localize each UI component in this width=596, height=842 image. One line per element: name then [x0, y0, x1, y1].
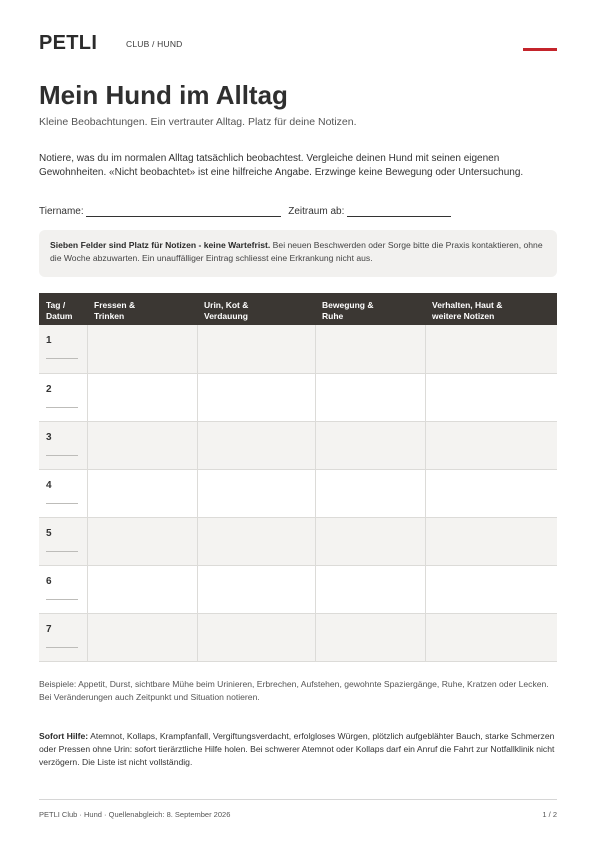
day-cell[interactable] — [39, 469, 87, 517]
header-behavior: Verhalten, Haut & weitere Notizen — [425, 293, 557, 325]
note-cell-behavior[interactable] — [425, 613, 557, 661]
header-day: Tag / Datum — [39, 293, 87, 325]
note-cell-food[interactable] — [87, 517, 197, 565]
note-cell-behavior[interactable] — [425, 373, 557, 421]
date-line — [46, 503, 78, 504]
footer-source: PETLI Club · Hund · Quellenabgleich: 8. September 2026 — [39, 810, 231, 819]
date-line — [46, 358, 78, 359]
day-number: 7 — [46, 623, 52, 635]
note-cell-movement[interactable] — [315, 373, 425, 421]
table-row — [39, 469, 557, 517]
table-header-row — [39, 293, 557, 325]
day-number: 3 — [46, 431, 52, 443]
note-cell-digestion[interactable] — [197, 565, 315, 613]
date-line — [46, 455, 78, 456]
note-cell-food[interactable] — [87, 565, 197, 613]
note-cell-behavior[interactable] — [425, 421, 557, 469]
pet-name-label: Tiername: — [39, 206, 84, 217]
note-cell-behavior[interactable] — [425, 325, 557, 373]
pet-name-field[interactable] — [86, 207, 281, 217]
brand-logo: PETLI — [39, 32, 98, 54]
note-cell-digestion[interactable] — [197, 469, 315, 517]
note-cell-food[interactable] — [87, 421, 197, 469]
header-food: Fressen & Trinken — [87, 293, 197, 325]
date-line — [46, 647, 78, 648]
note-cell-food[interactable] — [87, 613, 197, 661]
date-line — [46, 551, 78, 552]
urgent-help — [39, 730, 557, 769]
note-cell-behavior[interactable] — [425, 517, 557, 565]
header-movement: Bewegung & Ruhe — [315, 293, 425, 325]
urgent-bold: Sofort Hilfe: — [39, 731, 89, 741]
date-line — [46, 407, 78, 408]
examples-text: Beispiele: Appetit, Durst, sichtbare Mühe beim Urinieren, Erbrechen, Aufstehen, gewohnte Spaziergänge, Ruhe, Kratzen oder Lecken. Bei Veränderungen auch Zeitpunkt und Situation notieren. — [39, 679, 549, 702]
note-cell-movement[interactable] — [315, 421, 425, 469]
table-row — [39, 565, 557, 613]
period-label: Zeitraum ab: — [288, 206, 345, 217]
day-number: 2 — [46, 383, 52, 395]
day-number: 1 — [46, 335, 52, 346]
notice-bold: Sieben Felder sind Platz für Notizen - keine Wartefrist. — [50, 240, 271, 250]
observation-table — [39, 293, 557, 662]
day-number: 6 — [46, 575, 52, 587]
note-cell-movement[interactable] — [315, 565, 425, 613]
note-cell-digestion[interactable] — [197, 325, 315, 373]
note-cell-behavior[interactable] — [425, 469, 557, 517]
day-cell[interactable] — [39, 421, 87, 469]
intro-text: Notiere, was du im normalen Alltag tatsächlich beobachtest. Vergleiche deinen Hund mit seinen eigenen Gewohnheiten. «Nicht beobachtet» ist eine hilfreiche Angabe. Erzwinge keine Bewegung oder Untersuchung. — [39, 153, 524, 178]
day-cell[interactable] — [39, 565, 87, 613]
day-cell[interactable] — [39, 613, 87, 661]
note-cell-movement[interactable] — [315, 325, 425, 373]
day-number: 4 — [46, 479, 52, 491]
day-number: 5 — [46, 527, 52, 539]
note-cell-digestion[interactable] — [197, 613, 315, 661]
form-fields — [39, 206, 451, 217]
footer-divider — [39, 799, 557, 800]
day-cell[interactable] — [39, 325, 87, 373]
page-title: Mein Hund im Alltag — [39, 80, 288, 110]
note-cell-food[interactable] — [87, 325, 197, 373]
note-cell-movement[interactable] — [315, 469, 425, 517]
table-row — [39, 373, 557, 421]
note-cell-movement[interactable] — [315, 613, 425, 661]
page-subtitle: Kleine Beobachtungen. Ein vertrauter Alltag. Platz für deine Notizen. — [39, 116, 357, 128]
period-field[interactable] — [347, 207, 451, 217]
notice-text: Bei neuen Beschwerden oder Sorge bitte die Praxis kontaktieren, ohne die Woche abzuwarten. Ein unauffälliger Eintrag schliesst eine Erkrankung nicht aus. — [50, 240, 543, 263]
page-number: 1 / 2 — [542, 810, 557, 819]
note-cell-digestion[interactable] — [197, 421, 315, 469]
note-cell-digestion[interactable] — [197, 517, 315, 565]
date-line — [46, 599, 78, 600]
urgent-text: Atemnot, Kollaps, Krampfanfall, Vergiftungsverdacht, erfolgloses Würgen, plötzlich aufgeblähter Bauch, starke Schmerzen oder Pressen ohne Urin: sofort tierärztliche Hilfe holen. Bei schwerer Atemnot oder Kollaps darf ein Anruf die Fahrt zur Notfallklinik nicht verzögern. Die Liste ist nicht vollständig. — [39, 731, 555, 767]
table-row — [39, 421, 557, 469]
page-header — [39, 30, 557, 58]
header-digestion: Urin, Kot & Verdauung — [197, 293, 315, 325]
note-cell-movement[interactable] — [315, 517, 425, 565]
note-cell-digestion[interactable] — [197, 373, 315, 421]
note-cell-behavior[interactable] — [425, 565, 557, 613]
day-cell[interactable] — [39, 373, 87, 421]
notice-box — [39, 230, 557, 277]
section-label: CLUB / HUND — [126, 39, 183, 49]
accent-bar — [523, 48, 557, 51]
note-cell-food[interactable] — [87, 469, 197, 517]
table-row — [39, 613, 557, 661]
day-cell[interactable] — [39, 517, 87, 565]
table-row — [39, 517, 557, 565]
note-cell-food[interactable] — [87, 373, 197, 421]
table-row — [39, 325, 557, 373]
